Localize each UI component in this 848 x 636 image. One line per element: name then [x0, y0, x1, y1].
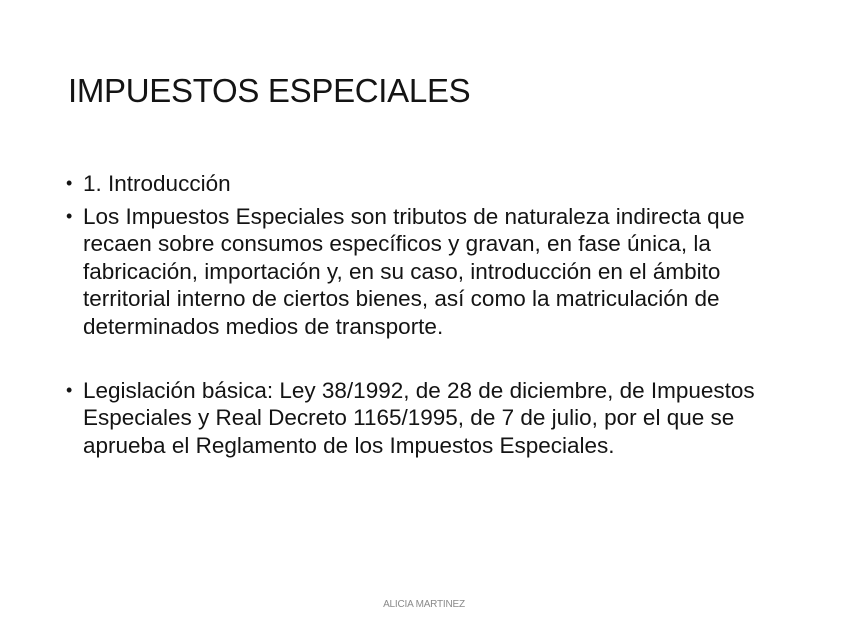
bullet-item	[66, 377, 786, 460]
bullet-list	[66, 170, 786, 464]
footer-author: ALICIA MARTINEZ	[383, 599, 465, 610]
bullet-dot: •	[66, 205, 73, 226]
slide-title: IMPUESTOS ESPECIALES	[68, 72, 471, 109]
bullet-text: Legislación básica: Ley 38/1992, de 28 de diciembre, de Impuestos Especiales y Real Decreto 1165/1995, de 7 de julio, por el que se aprueba el Reglamento de los Impuestos Especiales.	[83, 377, 755, 458]
bullet-text: 1. Introducción	[83, 171, 231, 196]
bullet-dot: •	[66, 173, 73, 193]
bullet-dot: •	[66, 379, 73, 400]
bullet-text: Los Impuestos Especiales son tributos de naturaleza indirecta que recaen sobre consumos específicos y gravan, en fase única, la fabricación, importación y, en su caso, introducción en el ámbito territorial interno de ciertos bienes, así como la matriculación de determinados medios de transporte.	[83, 203, 745, 339]
bullet-item	[66, 170, 786, 198]
bullet-item	[66, 203, 786, 341]
